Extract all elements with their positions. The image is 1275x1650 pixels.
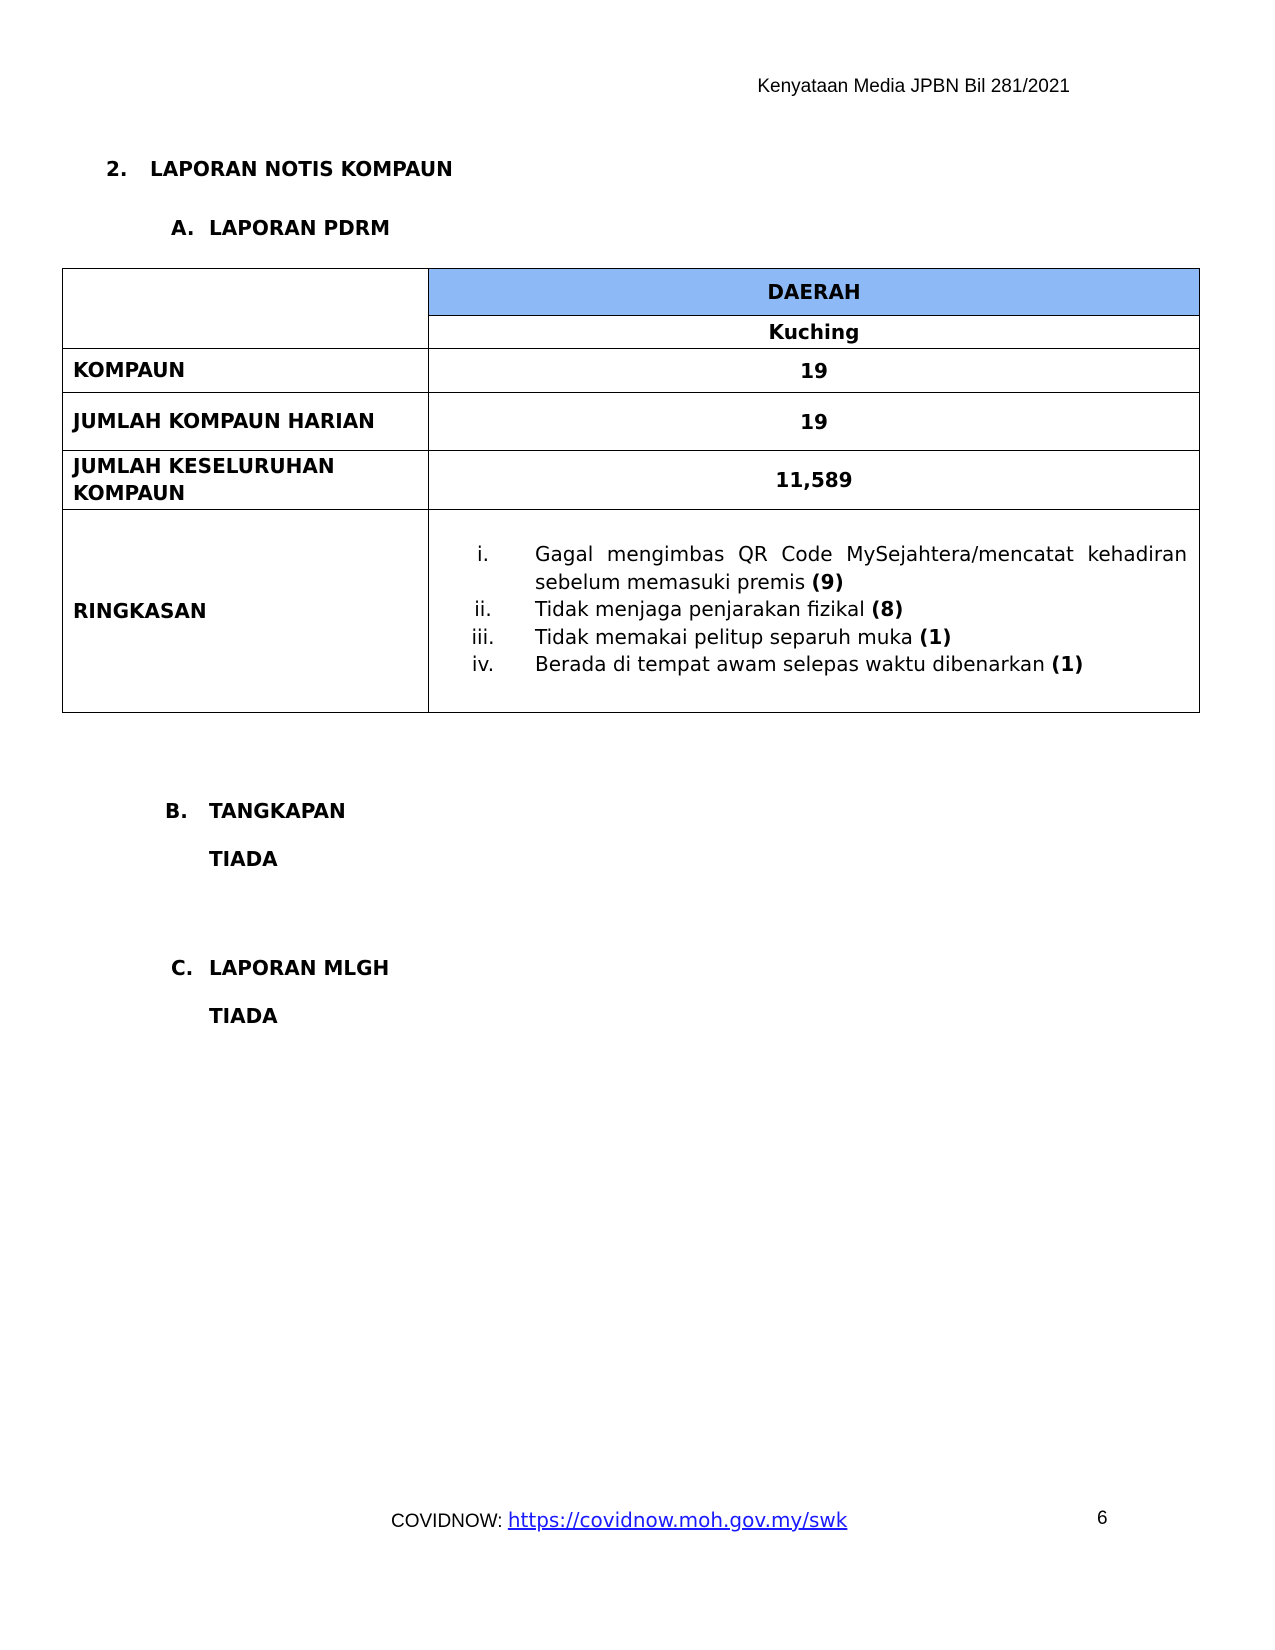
section-number: 2. (106, 157, 128, 181)
part-c-heading (171, 956, 389, 980)
row-label-kompaun: KOMPAUN (63, 349, 429, 393)
row-label-jumlah-keseluruhan: JUMLAH KESELURUHAN KOMPAUN (63, 451, 429, 510)
table-row (63, 393, 1200, 451)
list-item (453, 541, 1187, 596)
table-row (63, 349, 1200, 393)
summary-text: Berada di tempat awam selepas waktu dibenarkan (535, 652, 1045, 677)
list-numeral: iii. (471, 624, 495, 649)
summary-text: Tidak menjaga penjarakan fizikal (535, 597, 865, 622)
summary-text: Gagal mengimbas QR Code MySejahtera/mencatat kehadiran sebelum memasuki premis (535, 542, 1187, 594)
row-label-jumlah-harian: JUMLAH KOMPAUN HARIAN (63, 393, 429, 451)
document-reference: Kenyataan Media JPBN Bil 281/2021 (757, 76, 1070, 97)
part-a-heading (171, 216, 390, 240)
list-numeral: ii. (474, 597, 492, 622)
district-header: Kuching (429, 316, 1200, 349)
footer (391, 1508, 847, 1533)
part-b-title: TANGKAPAN (209, 799, 346, 823)
pdrm-report-table (62, 268, 1200, 713)
table-corner-cell (63, 269, 429, 349)
section-title: LAPORAN NOTIS KOMPAUN (150, 157, 453, 181)
row-value-jumlah-harian: 19 (429, 393, 1200, 451)
section-heading (106, 157, 453, 181)
summary-cell (429, 510, 1200, 713)
part-b-heading (165, 799, 346, 823)
part-a-title: LAPORAN PDRM (209, 216, 391, 240)
summary-list (453, 541, 1187, 679)
part-b-letter: B. (165, 799, 188, 823)
summary-count: (1) (919, 624, 952, 649)
part-c-value: TIADA (209, 1004, 278, 1028)
footer-label: COVIDNOW: (391, 1511, 508, 1532)
list-numeral: iv. (471, 652, 495, 677)
summary-count: (1) (1051, 652, 1084, 677)
list-numeral: i. (477, 542, 489, 567)
table-row (63, 510, 1200, 713)
part-c-letter: C. (171, 956, 194, 980)
page-number: 6 (1097, 1508, 1108, 1529)
summary-text: Tidak memakai pelitup separuh muka (535, 624, 913, 649)
summary-count: (8) (871, 597, 904, 622)
list-item (453, 596, 1187, 624)
part-b-value: TIADA (209, 847, 278, 871)
covidnow-link[interactable]: https://covidnow.moh.gov.my/swk (507, 1508, 848, 1532)
daerah-header: DAERAH (429, 269, 1200, 316)
part-a-letter: A. (171, 216, 195, 240)
summary-count: (9) (811, 569, 844, 594)
part-c-title: LAPORAN MLGH (209, 956, 390, 980)
row-label-ringkasan: RINGKASAN (63, 510, 429, 713)
table-row (63, 451, 1200, 510)
list-item (453, 651, 1187, 679)
list-item (453, 624, 1187, 652)
row-value-jumlah-keseluruhan: 11,589 (429, 451, 1200, 510)
row-value-kompaun: 19 (429, 349, 1200, 393)
